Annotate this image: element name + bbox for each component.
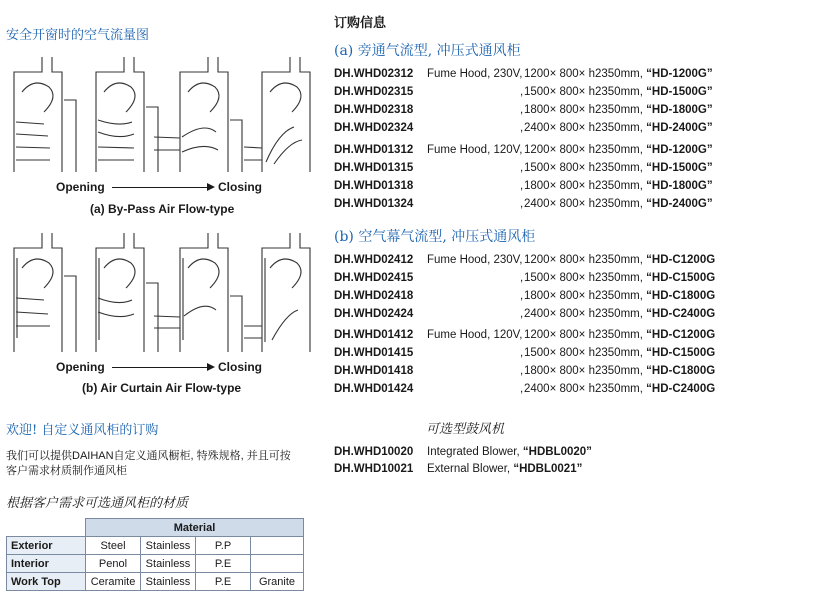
- cell: Stainless: [141, 555, 196, 573]
- product-spec-line: [524, 272, 715, 284]
- product-model: “HD-C2400G: [646, 383, 716, 395]
- cell: P.E: [196, 555, 251, 573]
- table-row: [7, 555, 304, 573]
- product-model: “HD-2400G”: [646, 198, 713, 210]
- bypass-arrow-icon: [207, 183, 215, 191]
- cell: [251, 555, 304, 573]
- product-description: ,: [520, 122, 524, 134]
- bypass-closing-label: Closing: [218, 180, 262, 194]
- product-description: ,: [520, 347, 524, 359]
- product-code: DH.WHD01324: [334, 198, 414, 210]
- order-row: [334, 347, 830, 364]
- cell: [251, 537, 304, 555]
- airflow-title: 安全开窗时的空气流量图: [6, 28, 150, 43]
- product-spec-line: [524, 86, 713, 98]
- bypass-airflow-diagrams: [4, 52, 314, 177]
- product-dimensions: 1500× 800× h2350mm,: [524, 162, 643, 174]
- product-model: “HD-C1500G: [646, 272, 716, 284]
- product-dimensions: 2400× 800× h2350mm,: [524, 308, 643, 320]
- product-description: Fume Hood, 120V,: [427, 329, 523, 341]
- order-info-title: 订购信息: [334, 16, 387, 31]
- product-model: “HD-C1500G: [646, 347, 716, 359]
- cell: Steel: [86, 537, 141, 555]
- material-table: [6, 518, 304, 591]
- product-spec-line: [524, 144, 713, 156]
- blower-code: DH.WHD10021: [334, 463, 414, 475]
- product-description: ,: [520, 290, 524, 302]
- product-spec-line: [524, 365, 715, 377]
- product-dimensions: 1200× 800× h2350mm,: [524, 144, 643, 156]
- order-row: [334, 329, 830, 346]
- product-description: ,: [520, 162, 524, 174]
- product-code: DH.WHD01418: [334, 365, 414, 377]
- product-code: DH.WHD02318: [334, 104, 414, 116]
- product-description: Fume Hood, 230V,: [427, 68, 523, 80]
- product-spec-line: [524, 254, 715, 266]
- product-code: DH.WHD02324: [334, 122, 414, 134]
- order-row: [334, 86, 830, 103]
- bypass-opening-label: Opening: [56, 180, 105, 194]
- product-spec-line: [524, 290, 715, 302]
- table-row: [7, 573, 304, 591]
- material-table-corner: [7, 519, 86, 537]
- order-row: [334, 162, 830, 179]
- product-dimensions: 2400× 800× h2350mm,: [524, 198, 643, 210]
- order-row: [334, 104, 830, 121]
- product-dimensions: 1500× 800× h2350mm,: [524, 347, 643, 359]
- product-dimensions: 1800× 800× h2350mm,: [524, 104, 643, 116]
- order-row: [334, 144, 830, 161]
- blower-row: [334, 463, 830, 480]
- curtain-arrow-line: [112, 367, 208, 368]
- product-spec-line: [524, 180, 713, 192]
- product-description: ,: [520, 308, 524, 320]
- blower-title: 可选型鼓风机: [426, 422, 505, 437]
- product-code: DH.WHD01315: [334, 162, 414, 174]
- product-code: DH.WHD02418: [334, 290, 414, 302]
- product-description: ,: [520, 365, 524, 377]
- product-description: Fume Hood, 230V,: [427, 254, 523, 266]
- material-header: Material: [86, 519, 304, 537]
- product-code: DH.WHD02412: [334, 254, 414, 266]
- blower-description: External Blower,: [427, 463, 511, 475]
- row-label: Work Top: [7, 573, 86, 591]
- product-model: “HD-C1800G: [646, 365, 716, 377]
- product-description: ,: [520, 272, 524, 284]
- product-dimensions: 2400× 800× h2350mm,: [524, 383, 643, 395]
- product-code: DH.WHD02424: [334, 308, 414, 320]
- order-row: [334, 68, 830, 85]
- product-description: ,: [520, 104, 524, 116]
- custom-order-text-1: 我们可以提供DAIHAN自定义通风橱柜, 特殊规格, 并且可按: [6, 450, 291, 462]
- product-model: “HD-C2400G: [646, 308, 716, 320]
- table-row: [7, 537, 304, 555]
- product-dimensions: 1500× 800× h2350mm,: [524, 272, 643, 284]
- product-model: “HD-1500G”: [646, 162, 713, 174]
- order-row: [334, 383, 830, 400]
- curtain-arrow-icon: [207, 363, 215, 371]
- bypass-arrow-line: [112, 187, 208, 188]
- product-dimensions: 1200× 800× h2350mm,: [524, 254, 643, 266]
- product-dimensions: 1800× 800× h2350mm,: [524, 180, 643, 192]
- section-b-title: (b) 空气幕气流型, 冲压式通风柜: [334, 229, 536, 245]
- product-dimensions: 2400× 800× h2350mm,: [524, 122, 643, 134]
- order-row: [334, 122, 830, 139]
- product-code: DH.WHD01415: [334, 347, 414, 359]
- cell: Ceramite: [86, 573, 141, 591]
- order-row: [334, 180, 830, 197]
- product-spec-line: [524, 104, 713, 116]
- material-title: 根据客户需求可选通风柜的材质: [6, 496, 189, 511]
- cell: Granite: [251, 573, 304, 591]
- product-spec-line: [524, 68, 713, 80]
- product-model: “HD-C1800G: [646, 290, 716, 302]
- product-dimensions: 1500× 800× h2350mm,: [524, 86, 643, 98]
- blower-model: “HDBL0020”: [522, 446, 592, 458]
- product-spec-line: [524, 347, 715, 359]
- blower-model: “HDBL0021”: [513, 463, 583, 475]
- section-a-title: (a) 旁通气流型, 冲压式通风柜: [334, 43, 521, 59]
- order-row: [334, 272, 830, 289]
- product-dimensions: 1800× 800× h2350mm,: [524, 365, 643, 377]
- product-model: “HD-C1200G: [646, 329, 716, 341]
- product-dimensions: 1200× 800× h2350mm,: [524, 329, 643, 341]
- product-model: “HD-1800G”: [646, 104, 713, 116]
- curtain-closing-label: Closing: [218, 360, 262, 374]
- blower-code: DH.WHD10020: [334, 446, 414, 458]
- product-code: DH.WHD02312: [334, 68, 414, 80]
- curtain-opening-label: Opening: [56, 360, 105, 374]
- bypass-caption: (a) By-Pass Air Flow-type: [90, 202, 235, 216]
- product-model: “HD-C1200G: [646, 254, 716, 266]
- product-code: DH.WHD02315: [334, 86, 414, 98]
- row-label: Interior: [7, 555, 86, 573]
- product-description: ,: [520, 86, 524, 98]
- product-description: Fume Hood, 120V,: [427, 144, 523, 156]
- row-label: Exterior: [7, 537, 86, 555]
- product-spec-line: [524, 198, 713, 210]
- curtain-airflow-diagrams: [4, 228, 314, 356]
- cell: Stainless: [141, 537, 196, 555]
- product-model: “HD-1200G”: [646, 68, 713, 80]
- product-spec-line: [524, 308, 715, 320]
- product-code: DH.WHD01318: [334, 180, 414, 192]
- order-row: [334, 365, 830, 382]
- blower-description-line: [427, 446, 592, 458]
- product-dimensions: 1200× 800× h2350mm,: [524, 68, 643, 80]
- order-row: [334, 290, 830, 307]
- product-dimensions: 1800× 800× h2350mm,: [524, 290, 643, 302]
- product-model: “HD-1800G”: [646, 180, 713, 192]
- custom-order-title: 欢迎! 自定义通风柜的订购: [6, 423, 159, 438]
- order-row: [334, 198, 830, 215]
- custom-order-text-2: 客户需求材质制作通风柜: [6, 465, 127, 477]
- cell: P.E: [196, 573, 251, 591]
- cell: P.P: [196, 537, 251, 555]
- product-spec-line: [524, 122, 713, 134]
- product-code: DH.WHD01412: [334, 329, 414, 341]
- product-code: DH.WHD02415: [334, 272, 414, 284]
- product-code: DH.WHD01424: [334, 383, 414, 395]
- product-model: “HD-1500G”: [646, 86, 713, 98]
- order-row: [334, 308, 830, 325]
- product-description: ,: [520, 180, 524, 192]
- product-description: ,: [520, 383, 524, 395]
- product-spec-line: [524, 383, 715, 395]
- product-spec-line: [524, 329, 715, 341]
- curtain-caption: (b) Air Curtain Air Flow-type: [82, 381, 242, 395]
- product-description: ,: [520, 198, 524, 210]
- order-row: [334, 254, 830, 271]
- product-model: “HD-2400G”: [646, 122, 713, 134]
- blower-description: Integrated Blower,: [427, 446, 520, 458]
- cell: Penol: [86, 555, 141, 573]
- blower-description-line: [427, 463, 582, 475]
- product-spec-line: [524, 162, 713, 174]
- product-code: DH.WHD01312: [334, 144, 414, 156]
- blower-row: [334, 446, 830, 463]
- cell: Stainless: [141, 573, 196, 591]
- product-model: “HD-1200G”: [646, 144, 713, 156]
